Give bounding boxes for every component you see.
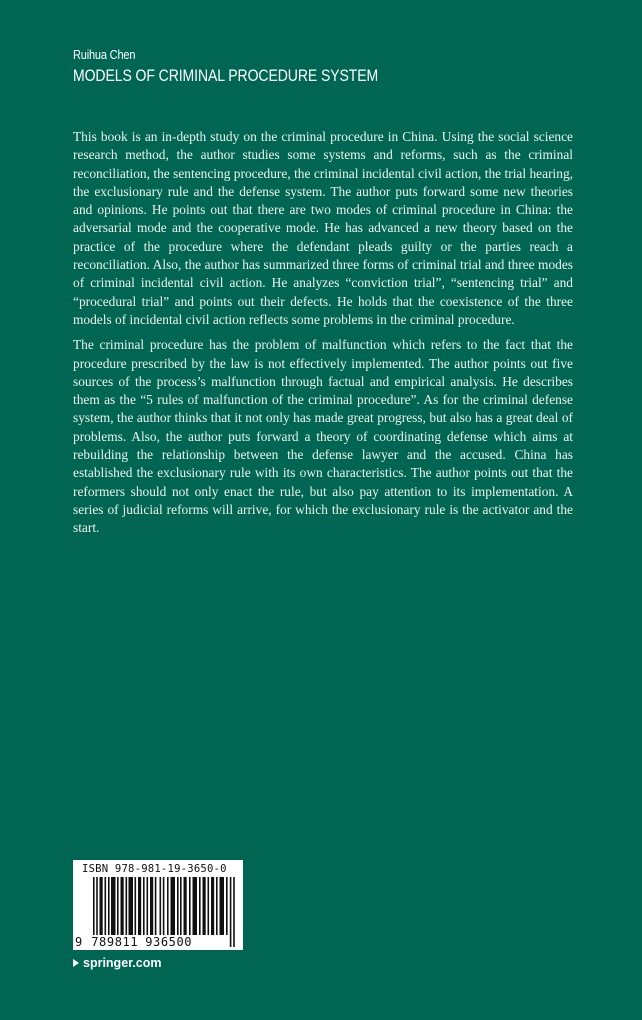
book-title: MODELS OF CRIMINAL PROCEDURE SYSTEM	[73, 67, 379, 85]
blurb-paragraph-1: This book is an in-depth study on the criminal procedure in China. Using the social science research method, the author studies some systems and reforms, such as the criminal reconciliation, the sentencing procedure, the criminal incidental civil action, the trial hearing, the exclusionary rule and the defense system. The author puts forward some new theories and opinions. He points out that there are two modes of criminal procedure in China: the adversarial mode and the cooperative mode. He has advanced a new theory based on the practice of the procedure where the defendant pleads guilty or the parties reach a reconciliation. Also, the author has summarized three forms of criminal trial and three modes of criminal incidental civil action. He analyzes “conviction trial”, “sentencing trial” and “procedural trial” and points out their defects. He holds that the coexistence of the three models of incidental civil action reflects some problems in the criminal procedure.	[73, 129, 573, 327]
back-cover-blurb	[73, 128, 573, 545]
author-name: Ruihua Chen	[73, 48, 136, 62]
barcode-digit-group-right: 936500	[145, 935, 193, 949]
springer-link-text[interactable]: springer.com	[83, 956, 162, 970]
barcode-digit-prefix: 9	[75, 935, 83, 949]
blurb-paragraph-2: The criminal procedure has the problem of malfunction which refers to the fact that the procedure prescribed by the law is not effectively implemented. The author points out five sources of the process’s malfunction through factual and empirical analysis. He describes them as the “5 rules of malfunction of the criminal procedure”. As for the criminal defense system, the author thinks that it not only has made great progress, but also has a great deal of problems. Also, the author puts forward a theory of coordinating defense which aims at rebuilding the relationship between the defense lawyer and the accused. China has established the exclusionary rule with its own characteristics. The author points out that the reformers should not only enact the rule, but also pay attention to its implementation. A series of judicial reforms will arrive, for which the exclusionary rule is the activator and the start.	[73, 337, 573, 536]
triangle-right-icon	[73, 959, 79, 967]
springer-link[interactable]	[73, 956, 162, 970]
barcode-digit-group-left: 789811	[91, 935, 139, 949]
barcode-digits	[75, 935, 239, 949]
isbn-barcode	[73, 860, 243, 950]
isbn-label: ISBN 978-981-19-3650-0	[82, 863, 227, 875]
